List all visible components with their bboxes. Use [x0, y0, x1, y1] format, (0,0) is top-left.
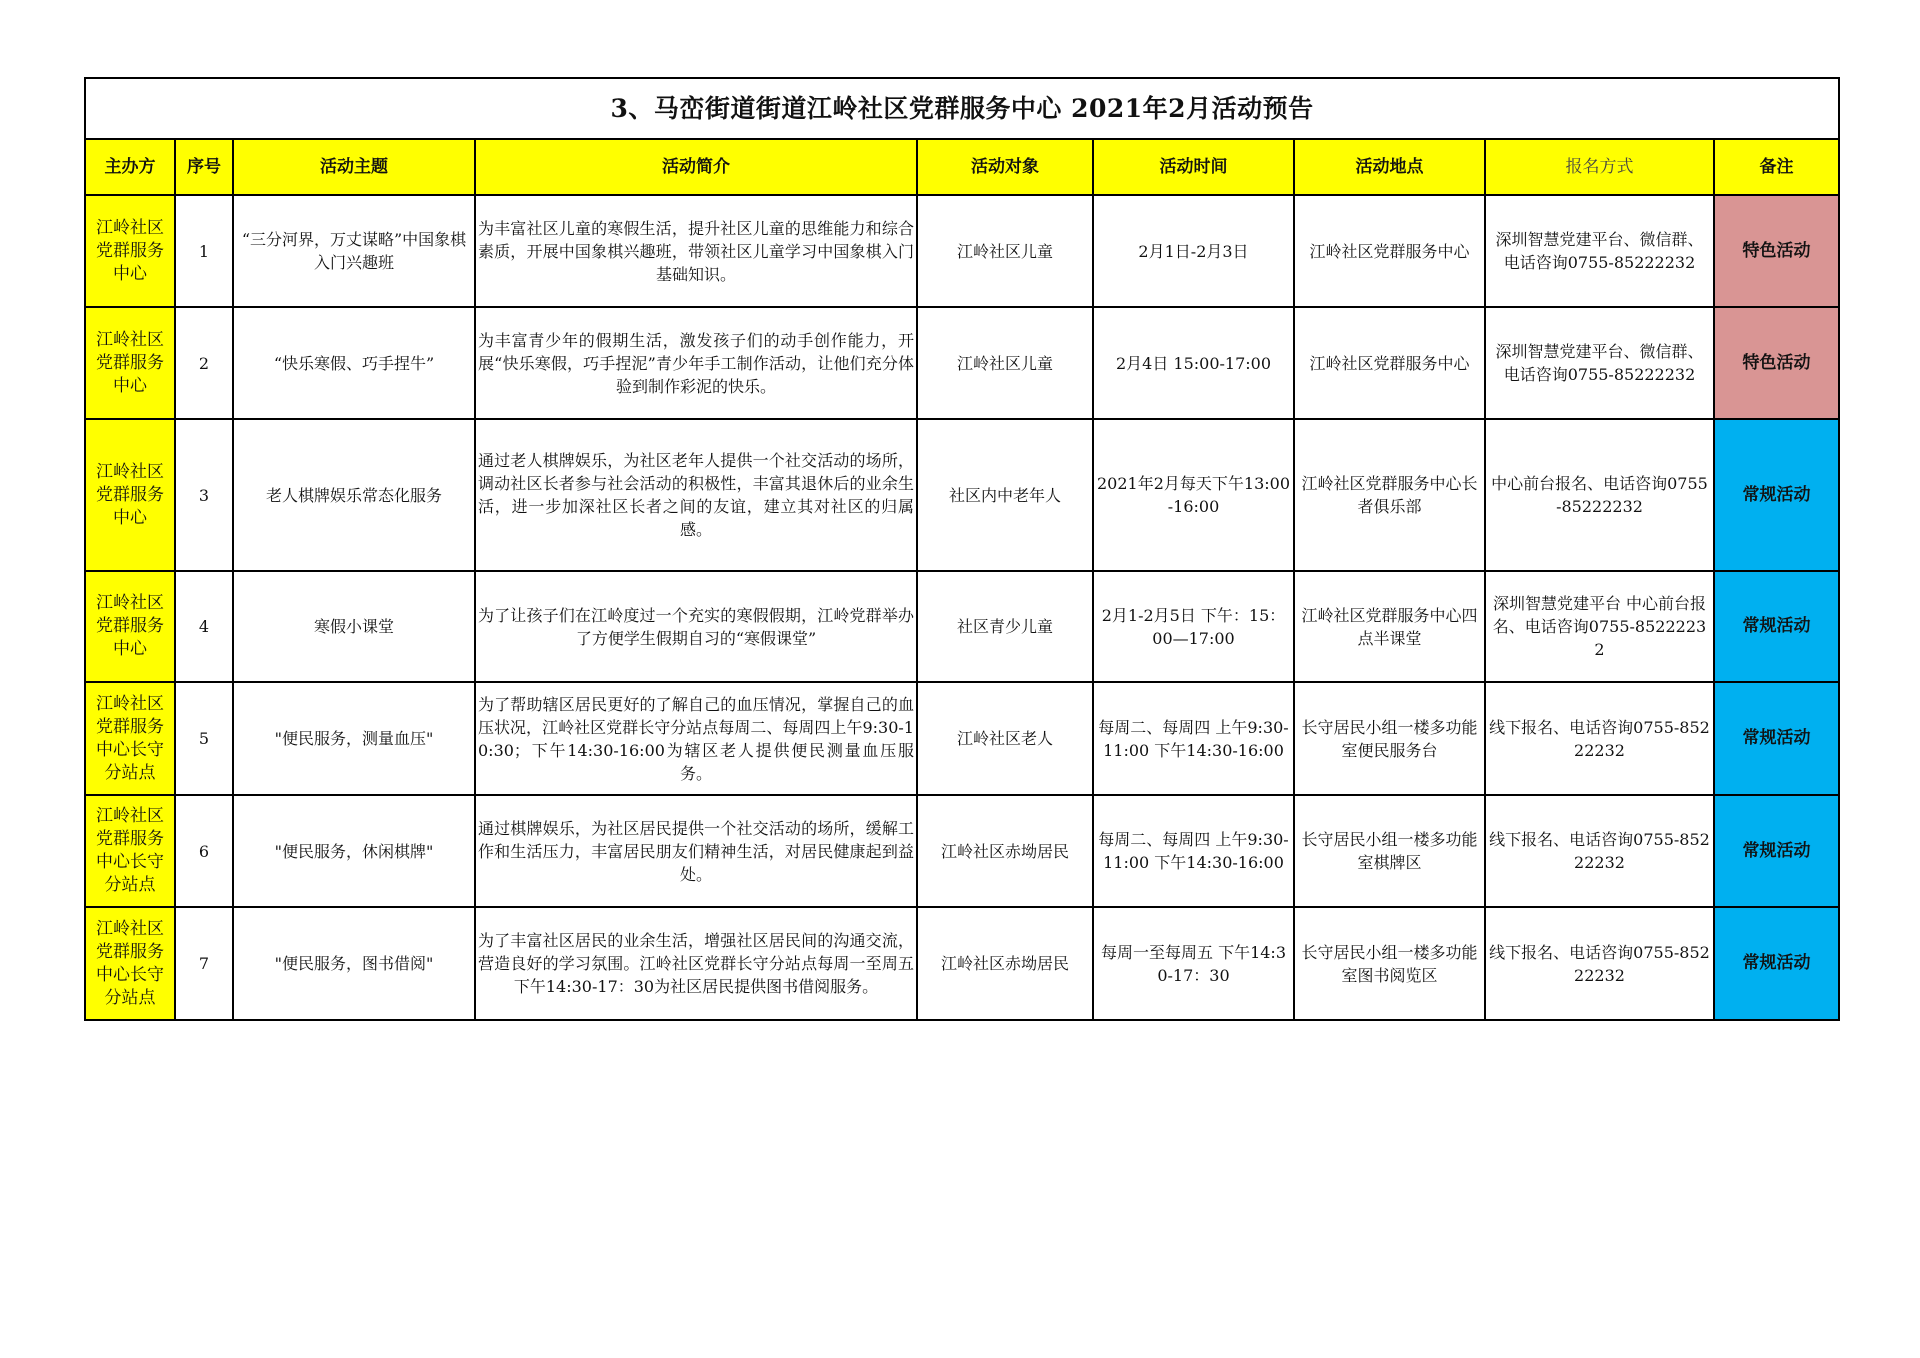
audience-cell: 江岭社区儿童	[917, 195, 1093, 307]
intro-cell: 为了丰富社区居民的业余生活，增强社区居民间的沟通交流，营造良好的学习氛围。江岭社区党群长守分站点每周一至周五下午14:30-17：30为社区居民提供图书借阅服务。	[475, 907, 917, 1020]
table-row	[85, 795, 1839, 907]
audience-cell: 江岭社区赤坳居民	[917, 795, 1093, 907]
location-cell: 江岭社区党群服务中心	[1294, 195, 1485, 307]
time-cell: 2021年2月每天下午13:00-16:00	[1093, 419, 1294, 571]
intro-cell: 为了帮助辖区居民更好的了解自己的血压情况，掌握自己的血压状况，江岭社区党群长守分站点每周二、每周四上午9:30-10:30；下午14:30-16:00为辖区老人提供便民测量血压服务。	[475, 682, 917, 795]
header-index: 序号	[175, 139, 233, 195]
intro-cell: 为丰富青少年的假期生活，激发孩子们的动手创作能力，开展“快乐寒假，巧手捏泥”青少年手工制作活动，让他们充分体验到制作彩泥的快乐。	[475, 307, 917, 419]
remark-badge: 常规活动	[1714, 419, 1839, 571]
intro-cell: 通过老人棋牌娱乐，为社区老年人提供一个社交活动的场所，调动社区长者参与社会活动的积极性，丰富其退休后的业余生活，进一步加深社区长者之间的友谊，建立其对社区的归属感。	[475, 419, 917, 571]
organizer-cell: 江岭社区党群服务中心	[85, 307, 175, 419]
table-row	[85, 907, 1839, 1020]
remark-badge: 常规活动	[1714, 571, 1839, 682]
table-row	[85, 682, 1839, 795]
audience-cell: 江岭社区赤坳居民	[917, 907, 1093, 1020]
location-cell: 长守居民小组一楼多功能室图书阅览区	[1294, 907, 1485, 1020]
organizer-cell: 江岭社区党群服务中心长守分站点	[85, 907, 175, 1020]
activity-schedule-sheet	[84, 77, 1838, 1021]
table-title: 3、马峦街道街道江岭社区党群服务中心 2021年2月活动预告	[85, 78, 1839, 139]
intro-cell: 通过棋牌娱乐，为社区居民提供一个社交活动的场所，缓解工作和生活压力，丰富居民朋友们精神生活，对居民健康起到益处。	[475, 795, 917, 907]
location-cell: 江岭社区党群服务中心四点半课堂	[1294, 571, 1485, 682]
signup-cell: 线下报名、电话咨询0755-85222232	[1485, 795, 1714, 907]
index-cell: 5	[175, 682, 233, 795]
signup-cell: 中心前台报名、电话咨询0755-85222232	[1485, 419, 1714, 571]
table-row	[85, 419, 1839, 571]
time-cell: 2月4日 15:00-17:00	[1093, 307, 1294, 419]
header-signup: 报名方式	[1485, 139, 1714, 195]
time-cell: 2月1日-2月3日	[1093, 195, 1294, 307]
location-cell: 长守居民小组一楼多功能室便民服务台	[1294, 682, 1485, 795]
theme-cell: 老人棋牌娱乐常态化服务	[233, 419, 475, 571]
header-time: 活动时间	[1093, 139, 1294, 195]
time-cell: 每周一至每周五 下午14:30-17：30	[1093, 907, 1294, 1020]
location-cell: 长守居民小组一楼多功能室棋牌区	[1294, 795, 1485, 907]
location-cell: 江岭社区党群服务中心长者俱乐部	[1294, 419, 1485, 571]
theme-cell: “三分河界，万丈谋略”中国象棋入门兴趣班	[233, 195, 475, 307]
index-cell: 7	[175, 907, 233, 1020]
activity-schedule-table	[84, 77, 1840, 1021]
remark-badge: 常规活动	[1714, 682, 1839, 795]
theme-cell: "便民服务，测量血压"	[233, 682, 475, 795]
organizer-cell: 江岭社区党群服务中心	[85, 419, 175, 571]
index-cell: 2	[175, 307, 233, 419]
remark-badge: 特色活动	[1714, 195, 1839, 307]
header-remark: 备注	[1714, 139, 1839, 195]
time-cell: 每周二、每周四 上午9:30-11:00 下午14:30-16:00	[1093, 682, 1294, 795]
header-intro: 活动简介	[475, 139, 917, 195]
signup-cell: 深圳智慧党建平台、微信群、电话咨询0755-85222232	[1485, 307, 1714, 419]
index-cell: 4	[175, 571, 233, 682]
index-cell: 1	[175, 195, 233, 307]
header-theme: 活动主题	[233, 139, 475, 195]
header-row	[85, 139, 1839, 195]
intro-cell: 为了让孩子们在江岭度过一个充实的寒假假期，江岭党群举办了方便学生假期自习的“寒假课堂”	[475, 571, 917, 682]
audience-cell: 社区内中老年人	[917, 419, 1093, 571]
organizer-cell: 江岭社区党群服务中心	[85, 571, 175, 682]
organizer-cell: 江岭社区党群服务中心长守分站点	[85, 682, 175, 795]
theme-cell: “快乐寒假、巧手捏牛”	[233, 307, 475, 419]
index-cell: 6	[175, 795, 233, 907]
signup-cell: 线下报名、电话咨询0755-85222232	[1485, 682, 1714, 795]
remark-badge: 常规活动	[1714, 795, 1839, 907]
table-row	[85, 571, 1839, 682]
signup-cell: 深圳智慧党建平台 中心前台报名、电话咨询0755-85222232	[1485, 571, 1714, 682]
remark-badge: 特色活动	[1714, 307, 1839, 419]
header-location: 活动地点	[1294, 139, 1485, 195]
table-row	[85, 195, 1839, 307]
audience-cell: 社区青少儿童	[917, 571, 1093, 682]
theme-cell: "便民服务，休闲棋牌"	[233, 795, 475, 907]
theme-cell: 寒假小课堂	[233, 571, 475, 682]
signup-cell: 线下报名、电话咨询0755-85222232	[1485, 907, 1714, 1020]
remark-badge: 常规活动	[1714, 907, 1839, 1020]
theme-cell: "便民服务，图书借阅"	[233, 907, 475, 1020]
intro-cell: 为丰富社区儿童的寒假生活，提升社区儿童的思维能力和综合素质，开展中国象棋兴趣班，带领社区儿童学习中国象棋入门基础知识。	[475, 195, 917, 307]
header-audience: 活动对象	[917, 139, 1093, 195]
index-cell: 3	[175, 419, 233, 571]
audience-cell: 江岭社区老人	[917, 682, 1093, 795]
signup-cell: 深圳智慧党建平台、微信群、电话咨询0755-85222232	[1485, 195, 1714, 307]
time-cell: 2月1-2月5日 下午：15：00—17:00	[1093, 571, 1294, 682]
location-cell: 江岭社区党群服务中心	[1294, 307, 1485, 419]
organizer-cell: 江岭社区党群服务中心长守分站点	[85, 795, 175, 907]
time-cell: 每周二、每周四 上午9:30-11:00 下午14:30-16:00	[1093, 795, 1294, 907]
header-organizer: 主办方	[85, 139, 175, 195]
table-row	[85, 307, 1839, 419]
organizer-cell: 江岭社区党群服务中心	[85, 195, 175, 307]
audience-cell: 江岭社区儿童	[917, 307, 1093, 419]
